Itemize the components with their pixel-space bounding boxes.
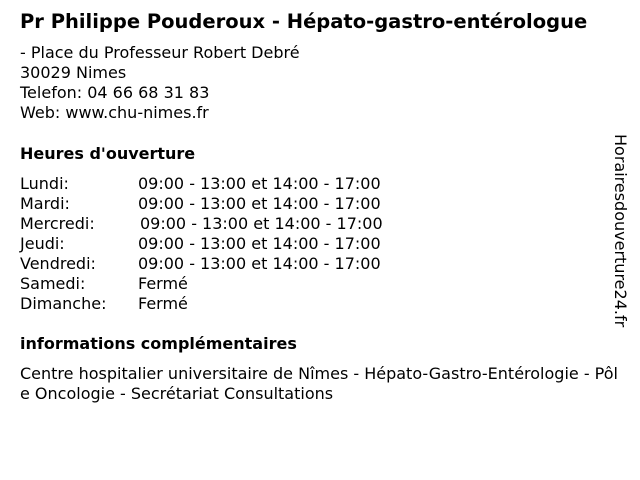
address-city: 30029 Nimes <box>20 63 127 82</box>
time-value: 09:00 - 13:00 et 14:00 - 17:00 <box>138 174 381 193</box>
day-label: Jeudi: <box>20 234 65 253</box>
opening-hours-heading: Heures d'ouverture <box>20 144 196 163</box>
additional-info-heading: informations complémentaires <box>20 334 297 353</box>
time-value: Fermé <box>138 274 188 293</box>
site-watermark: Horairesdouverture24.fr <box>611 134 630 328</box>
time-value: 09:00 - 13:00 et 14:00 - 17:00 <box>140 214 383 233</box>
phone-number: Telefon: 04 66 68 31 83 <box>20 83 210 102</box>
additional-info-text: Centre hospitalier universitaire de Nîmes - Hépato-Gastro-Entérologie - Pôle Oncologie - Secrétariat Consultations <box>20 364 618 403</box>
page-title: Pr Philippe Pouderoux - Hépato-gastro-entérologue <box>20 10 588 33</box>
day-label: Dimanche: <box>20 294 107 313</box>
time-value: 09:00 - 13:00 et 14:00 - 17:00 <box>138 194 381 213</box>
time-value: 09:00 - 13:00 et 14:00 - 17:00 <box>138 234 381 253</box>
time-value: Fermé <box>138 294 188 313</box>
day-label: Lundi: <box>20 174 69 193</box>
day-label: Samedi: <box>20 274 86 293</box>
day-label: Mardi: <box>20 194 70 213</box>
time-value: 09:00 - 13:00 et 14:00 - 17:00 <box>138 254 381 273</box>
day-label: Vendredi: <box>20 254 96 273</box>
address-street: - Place du Professeur Robert Debré <box>20 43 300 62</box>
website: Web: www.chu-nimes.fr <box>20 103 209 122</box>
day-label: Mercredi: <box>20 214 95 233</box>
address-block <box>20 43 300 123</box>
